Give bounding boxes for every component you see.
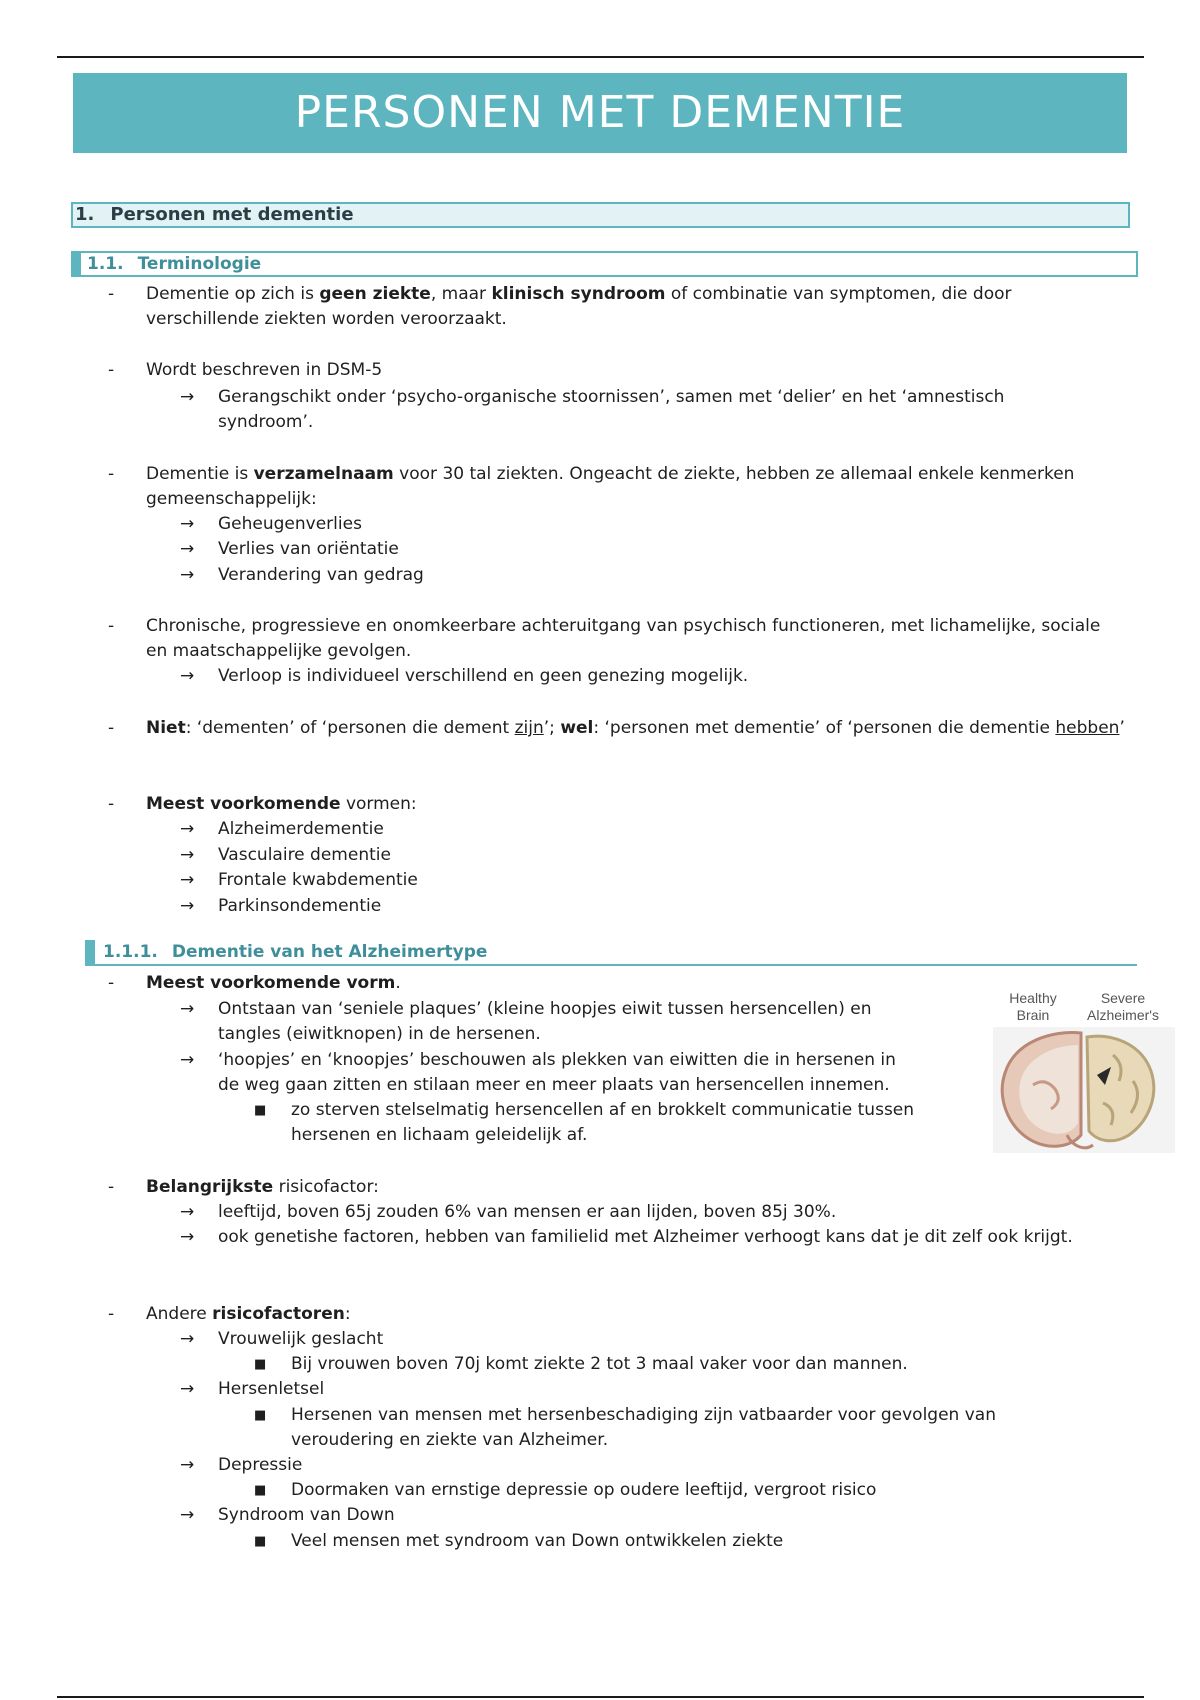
alzheimer-brain-label: Severe Alzheimer's <box>1087 990 1159 1023</box>
healthy-brain-label: Healthy Brain <box>1009 990 1057 1023</box>
arrow-marker: → <box>180 565 195 585</box>
risk-detail: Veel mensen met syndroom van Down ontwikkelen ziekte <box>291 1531 784 1551</box>
paragraph-forms: Meest voorkomende vormen: <box>146 794 417 814</box>
dash-marker: - <box>108 360 115 380</box>
arrow-marker: → <box>180 387 195 407</box>
dash-marker: - <box>108 973 115 993</box>
section-title: Dementie van het Alzheimertype <box>171 942 488 962</box>
list-item: Parkinsondementie <box>218 896 382 916</box>
arrow-marker: → <box>180 896 195 916</box>
top-rule <box>57 56 1144 58</box>
risk-detail: Bij vrouwen boven 70j komt ziekte 2 tot 3 maal vaker voor dan mannen. <box>291 1354 908 1374</box>
section-title: Terminologie <box>137 254 262 274</box>
dash-marker: - <box>108 1177 115 1197</box>
arrow-marker: → <box>180 666 195 686</box>
risk-name: Hersenletsel <box>218 1379 325 1399</box>
bullet-marker: ■ <box>254 1408 267 1423</box>
section-number: 1.1.1. <box>103 942 158 962</box>
document-title: PERSONEN MET DEMENTIE <box>73 73 1127 153</box>
risk-name: Syndroom van Down <box>218 1505 395 1525</box>
brain-comparison-figure <box>993 985 1175 1165</box>
arrow-marker: → <box>180 539 195 559</box>
bullet-marker: ■ <box>254 1534 267 1549</box>
arrow-marker: → <box>180 1379 195 1399</box>
paragraph-verzamelnaam: Dementie is verzamelnaam voor 30 tal ziekten. Ongeacht de ziekte, hebben ze allemaal enkele kenmerken gemeenschappelijk: <box>146 464 1075 509</box>
list-item: Verlies van oriëntatie <box>218 539 399 559</box>
arrow-marker: → <box>180 845 195 865</box>
bullet-marker: ■ <box>254 1103 267 1118</box>
arrow-marker: → <box>180 1505 195 1525</box>
section-number: 1. <box>75 204 95 225</box>
section-heading-1 <box>71 202 1130 228</box>
arrow-marker: → <box>180 1202 195 1222</box>
list-item: ook genetishe factoren, hebben van familielid met Alzheimer verhoogt kans dat je dit zelf ook krijgt. <box>218 1227 1073 1247</box>
paragraph-other-risks: Andere risicofactoren: <box>146 1304 351 1324</box>
bottom-rule <box>57 1696 1144 1698</box>
arrow-marker: → <box>180 514 195 534</box>
bullet-marker: ■ <box>254 1357 267 1372</box>
section-title: Personen met dementie <box>110 204 354 225</box>
list-item: leeftijd, boven 65j zouden 6% van mensen er aan lijden, boven 85j 30%. <box>218 1202 837 1222</box>
section-heading-1-1 <box>71 251 1138 277</box>
bullet-marker: ■ <box>254 1483 267 1498</box>
paragraph-chronisch: Chronische, progressieve en onomkeerbare achteruitgang van psychisch functioneren, met lichamelijke, sociale en maatschappelijke gevolgen. <box>146 616 1101 661</box>
sub-item: Verloop is individueel verschillend en geen genezing mogelijk. <box>218 666 749 686</box>
section-number: 1.1. <box>87 254 124 274</box>
arrow-marker: → <box>180 1455 195 1475</box>
risk-detail: Hersenen van mensen met hersenbeschadiging zijn vatbaarder voor gevolgen van veroudering en ziekte van Alzheimer. <box>291 1405 996 1450</box>
list-item: Geheugenverlies <box>218 514 362 534</box>
list-item: Vasculaire dementie <box>218 845 391 865</box>
section-heading-1-1-1 <box>85 940 1137 966</box>
paragraph-dsm5: Wordt beschreven in DSM-5 <box>146 360 383 380</box>
sub-item: Ontstaan van ‘seniele plaques’ (kleine hoopjes eiwit tussen hersencellen) en tangles (eiwitknopen) in de hersenen. <box>218 999 872 1044</box>
arrow-marker: → <box>180 1329 195 1349</box>
paragraph-most-common: Meest voorkomende vorm. <box>146 973 401 993</box>
dash-marker: - <box>108 284 115 304</box>
dash-marker: - <box>108 464 115 484</box>
arrow-marker: → <box>180 819 195 839</box>
dash-marker: - <box>108 718 115 738</box>
sub-item: Gerangschikt onder ‘psycho-organische stoornissen’, samen met ‘delier’ en het ‘amnestisch syndroom’. <box>218 387 1005 432</box>
paragraph-main-risk: Belangrijkste risicofactor: <box>146 1177 379 1197</box>
list-item: Verandering van gedrag <box>218 565 424 585</box>
sub-sub-item: zo sterven stelselmatig hersencellen af en brokkelt communicatie tussen hersenen en lichaam geleidelijk af. <box>291 1100 915 1145</box>
arrow-marker: → <box>180 1227 195 1247</box>
dash-marker: - <box>108 1304 115 1324</box>
risk-detail: Doormaken van ernstige depressie op oudere leeftijd, vergroot risico <box>291 1480 877 1500</box>
paragraph-syndrome: Dementie op zich is geen ziekte, maar klinisch syndroom of combinatie van symptomen, die door verschillende ziekten worden veroorzaakt. <box>146 284 1012 329</box>
risk-name: Vrouwelijk geslacht <box>218 1329 384 1349</box>
dash-marker: - <box>108 794 115 814</box>
arrow-marker: → <box>180 1050 195 1070</box>
list-item: Frontale kwabdementie <box>218 870 418 890</box>
risk-name: Depressie <box>218 1455 303 1475</box>
arrow-marker: → <box>180 870 195 890</box>
paragraph-terminology: Niet: ‘dementen’ of ‘personen die dement zijn’; wel: ‘personen met dementie’ of ‘personen die dementie hebben’ <box>146 718 1125 738</box>
dash-marker: - <box>108 616 115 636</box>
sub-item: ‘hoopjes’ en ‘knoopjes’ beschouwen als plekken van eiwitten die in hersenen in de weg gaan zitten en stilaan meer en meer plaats van hersencellen innemen. <box>218 1050 896 1095</box>
arrow-marker: → <box>180 999 195 1019</box>
list-item: Alzheimerdementie <box>218 819 384 839</box>
brain-illustration <box>993 985 1175 1165</box>
